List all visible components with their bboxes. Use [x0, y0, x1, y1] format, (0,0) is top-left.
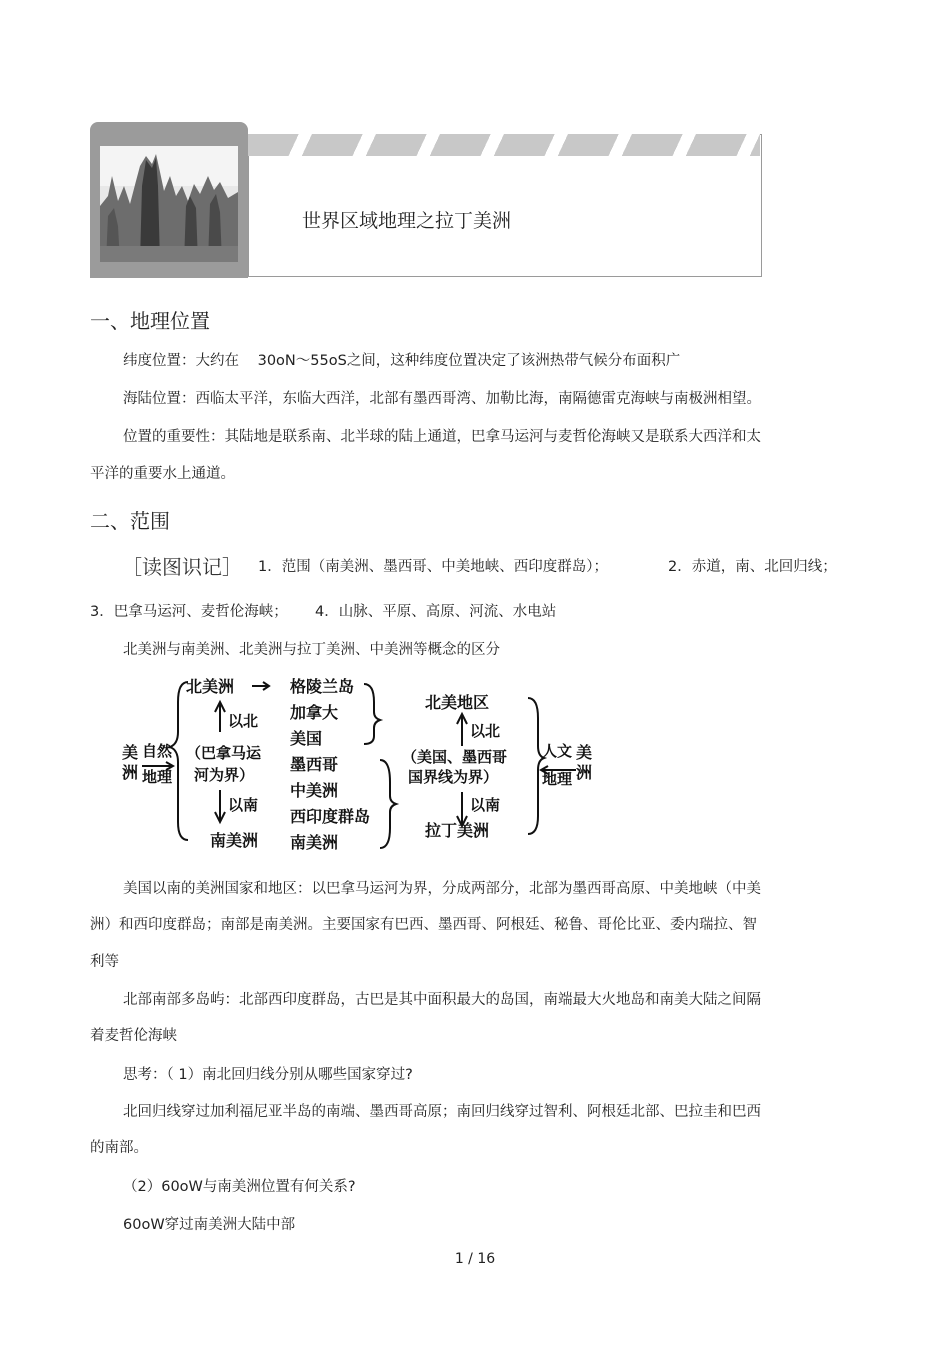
- arrow-up-icon: [215, 702, 225, 732]
- answer1-line-1: 北回归线穿过加利福尼亚半岛的南端、墨西哥高原；南回归线穿过智利、阿根廷北部、巴拉圭和巴西: [123, 1104, 761, 1120]
- para2-line-2: 着麦哲伦海峡: [90, 1028, 177, 1044]
- arrow-down-icon: [215, 790, 225, 822]
- diagram-natural-2: 地理: [142, 768, 173, 786]
- para1-line-3: 利等: [90, 954, 119, 970]
- diagram-panama-1: （巴拿马运: [186, 744, 262, 762]
- section-heading-location: 一、地理位置: [90, 309, 210, 333]
- lower-right-brace: [380, 760, 396, 848]
- diagram-north-america: 北美洲: [186, 677, 235, 696]
- arrow-right-icon: [252, 682, 269, 690]
- scope-item-3: 3．巴拿马运河、麦哲伦海峡；: [90, 604, 288, 620]
- diagram-middle-item: 美国: [290, 729, 323, 748]
- think-question-1: 思考：（ 1）南北回归线分别从哪些国家穿过?: [123, 1067, 413, 1083]
- answer-2: 60oW穿过南美洲大陆中部: [123, 1217, 296, 1233]
- diagram-arrow-up-label: 以北: [228, 712, 259, 730]
- upper-right-brace: [364, 684, 380, 744]
- diagram-americas-2: 洲: [122, 763, 139, 782]
- diagram-right-americas-1: 美: [576, 743, 593, 762]
- scope-item-1: 1．范围（南美洲、墨西哥、中美地峡、西印度群岛）；: [258, 559, 608, 575]
- concept-line: 北美洲与南美洲、北美洲与拉丁美洲、中美洲等概念的区分: [123, 642, 500, 658]
- sea-land-position: 海陆位置：西临太平洋，东临大西洋，北部有墨西哥湾、加勒比海，南隔德雷克海峡与南极洲相望。: [123, 391, 761, 407]
- diagram-north-america-region: 北美地区: [425, 693, 490, 712]
- diagram-natural-1: 自然: [142, 742, 173, 760]
- diagram-border-1: （美国、墨西哥: [402, 748, 508, 766]
- scope-item-2: 2．赤道，南、北回归线；: [668, 559, 837, 575]
- diagram-middle-item: 格陵兰岛: [290, 677, 355, 696]
- diagram-humanities-1: 人文: [542, 742, 573, 760]
- importance-line-1: 位置的重要性：其陆地是联系南、北半球的陆上通道，巴拿马运河与麦哲伦海峡又是联系大西洋和太: [123, 429, 761, 445]
- diagram-right-americas-2: 洲: [576, 763, 593, 782]
- diagram-humanities-2: 地理: [542, 770, 573, 788]
- stone-forest-photo: [100, 146, 238, 262]
- para1-line-2: 洲）和西印度群岛；南部是南美洲。主要国家有巴西、墨西哥、阿根廷、秘鲁、哥伦比亚、委内瑞拉、智: [90, 917, 757, 933]
- banner-stripes: [248, 134, 760, 156]
- latitude-line: [123, 349, 680, 370]
- think-question-2: （2）60oW与南美洲位置有何关系?: [123, 1179, 356, 1195]
- diagram-arrow-down-label: 以南: [228, 796, 259, 814]
- diagram-middle-item: 墨西哥: [290, 755, 339, 774]
- diagram-right-arrow-up-label: 以北: [470, 722, 501, 740]
- diagram-right-arrow-down-label: 以南: [470, 796, 501, 814]
- page-number: 1 / 16: [454, 1251, 496, 1267]
- diagram-border-2: 国界线为界）: [408, 768, 499, 786]
- diagram-middle-item: 加拿大: [290, 703, 339, 722]
- americas-concept-diagram: [118, 672, 598, 862]
- reading-label: ［读图识记］: [122, 555, 242, 579]
- section-heading-scope: 二、范围: [90, 509, 170, 533]
- latitude-range: 30oN～55oS: [257, 353, 347, 369]
- diagram-middle-list: [290, 677, 370, 852]
- arrow-up-icon: [457, 714, 467, 746]
- diagram-middle-item: 南美洲: [290, 833, 339, 852]
- importance-line-2: 平洋的重要水上通道。: [90, 466, 235, 482]
- answer1-line-2: 的南部。: [90, 1140, 148, 1156]
- scope-item-4: 4．山脉、平原、高原、河流、水电站: [315, 604, 557, 620]
- para1-line-1: 美国以南的美洲国家和地区：以巴拿马运河为界，分成两部分，北部为墨西哥高原、中美地峡（中美: [123, 881, 761, 897]
- diagram-middle-item: 西印度群岛: [290, 807, 371, 826]
- diagram-south-america: 南美洲: [210, 831, 259, 850]
- para2-line-1: 北部南部多岛屿：北部西印度群岛，古巴是其中面积最大的岛国，南端最大火地岛和南美大陆之间隔: [123, 992, 761, 1008]
- page-title: 世界区域地理之拉丁美洲: [302, 210, 512, 232]
- diagram-middle-item: 中美洲: [290, 781, 339, 800]
- diagram-panama-2: 河为界）: [194, 766, 255, 784]
- latitude-rest: 之间，这种纬度位置决定了该洲热带气候分布面积广: [346, 353, 681, 369]
- latitude-label: 纬度位置：大约在: [123, 353, 239, 369]
- far-right-brace: [528, 698, 544, 834]
- diagram-americas-1: 美: [122, 743, 139, 762]
- title-banner: [90, 122, 762, 278]
- diagram-latin-america: 拉丁美洲: [425, 821, 490, 840]
